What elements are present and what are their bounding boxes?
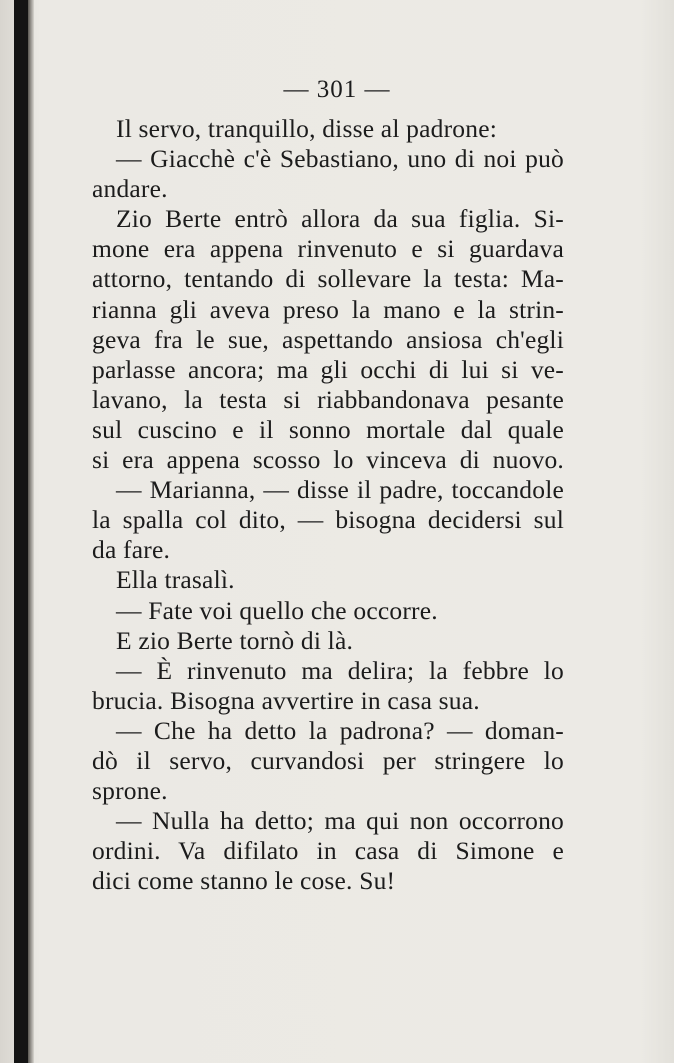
text-line: — Giacchè c'è Sebastiano, uno di noi può bbox=[116, 144, 564, 174]
text-line: attorno, tentando di sollevare la testa: Ma- bbox=[92, 264, 564, 294]
text-line: la spalla col dito, — bisogna decidersi sul bbox=[92, 505, 564, 535]
text-line: — Marianna, — disse il padre, toccandole bbox=[116, 475, 564, 505]
text-line: mone era appena rinvenuto e si guardava bbox=[92, 234, 564, 264]
text-line: Il servo, tranquillo, disse al padrone: bbox=[116, 114, 497, 143]
text-line: — Che ha detto la padrona? — doman- bbox=[116, 715, 564, 745]
text-line: andare. bbox=[92, 174, 168, 204]
text-line: — Nulla ha detto; ma qui non occorrono bbox=[116, 806, 564, 836]
text-line: brucia. Bisogna avvertire in casa sua. bbox=[92, 685, 480, 715]
text-line: sul cuscino e il sonno mortale dal quale bbox=[92, 414, 564, 444]
text-line: geva fra le sue, aspettando ansiosa ch'egli bbox=[92, 324, 564, 354]
text-line: da fare. bbox=[92, 535, 171, 565]
text-line: — Fate voi quello che occorre. bbox=[116, 595, 438, 625]
text-line: Ella trasalì. bbox=[116, 565, 235, 595]
text-line: sprone. bbox=[92, 776, 168, 806]
text-line: si era appena scosso lo vinceva di nuovo. bbox=[92, 445, 564, 475]
text-line: lavano, la testa si riabbandonava pesante bbox=[92, 384, 564, 414]
page-number: — 301 — bbox=[283, 76, 391, 103]
text-line: dici come stanno le cose. Su! bbox=[92, 866, 396, 896]
page-gutter-edge bbox=[28, 0, 34, 1063]
text-line: Zio Berte entrò allora da sua figlia. Si- bbox=[116, 204, 564, 234]
text-line: dò il servo, curvandosi per stringere lo bbox=[92, 745, 564, 775]
book-spine-shadow bbox=[14, 0, 28, 1063]
text-line: ordini. Va difilato in casa di Simone e bbox=[92, 836, 564, 866]
body-text bbox=[92, 114, 564, 896]
text-line: — È rinvenuto ma delira; la febbre lo bbox=[116, 655, 564, 685]
text-line: parlasse ancora; ma gli occhi di lui si ve- bbox=[92, 354, 564, 384]
text-line: E zio Berte tornò di là. bbox=[116, 625, 354, 655]
text-line: rianna gli aveva preso la mano e la strin- bbox=[92, 294, 564, 324]
